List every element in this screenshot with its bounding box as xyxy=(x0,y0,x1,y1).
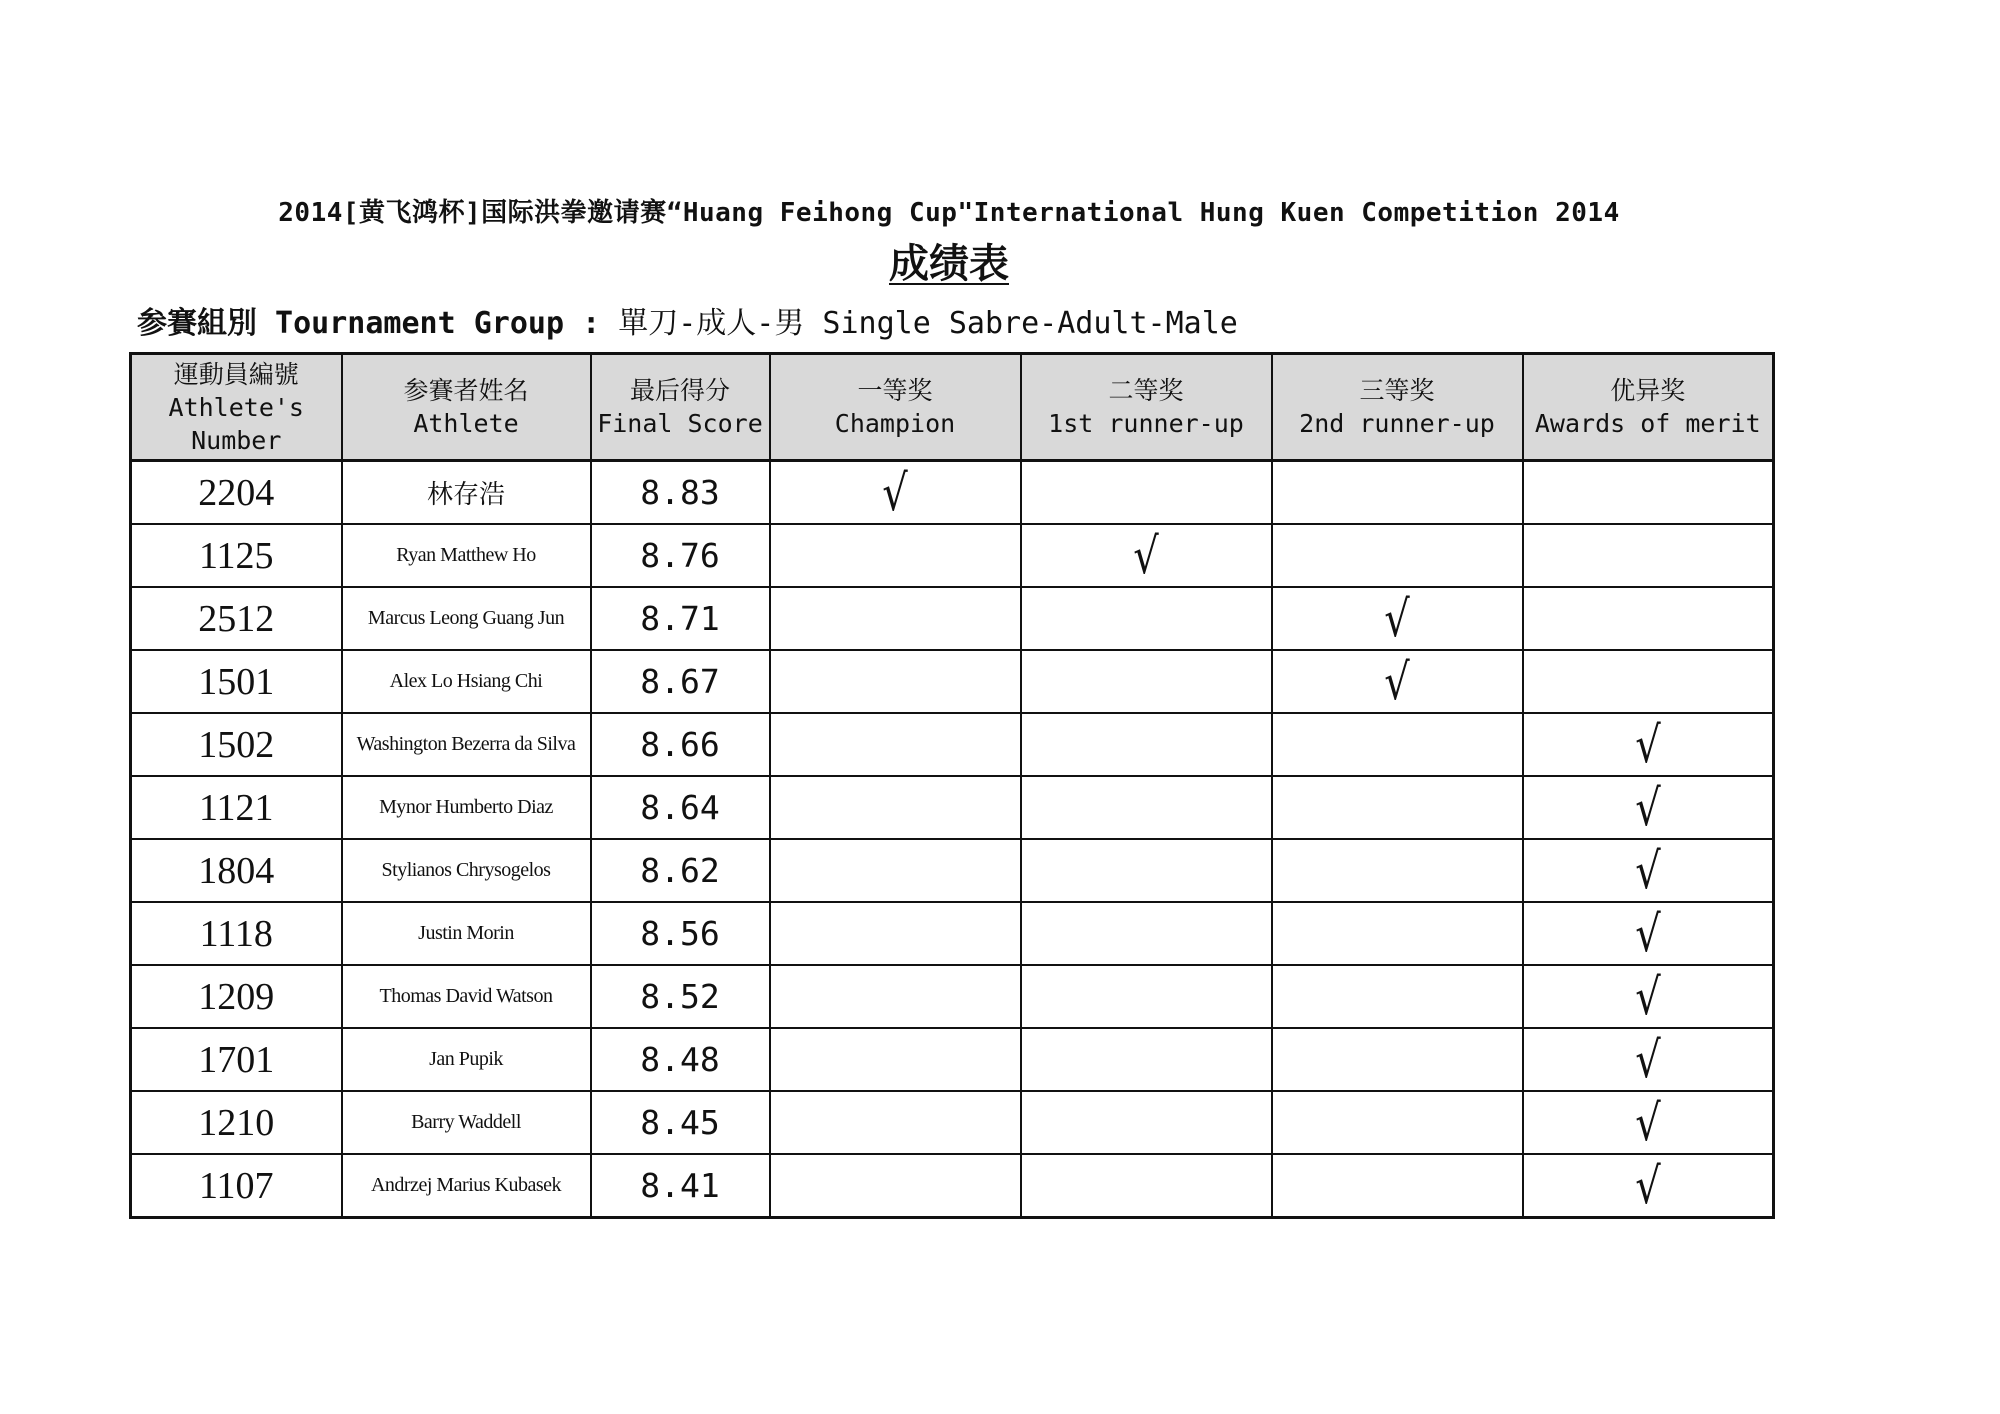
table-row xyxy=(131,776,1774,839)
tournament-group-label: 参賽組別 Tournament Group : xyxy=(137,306,601,341)
award-cell xyxy=(1021,524,1272,587)
check-merit-mark: √ xyxy=(1635,1030,1661,1089)
check-first-runner-up-mark: √ xyxy=(1133,526,1159,585)
table-row xyxy=(131,902,1774,965)
athlete-name: Justin Morin xyxy=(342,902,591,965)
award-cell xyxy=(1021,902,1272,965)
table-row xyxy=(131,650,1774,713)
award-cell xyxy=(1523,587,1774,650)
athlete-name: Stylianos Chrysogelos xyxy=(342,839,591,902)
check-merit-mark: √ xyxy=(1635,715,1661,774)
award-cell xyxy=(770,1028,1021,1091)
final-score: 8.52 xyxy=(591,965,770,1028)
award-cell xyxy=(1523,902,1774,965)
table-row xyxy=(131,713,1774,776)
final-score: 8.66 xyxy=(591,713,770,776)
award-cell xyxy=(1021,1028,1272,1091)
check-champion-mark: √ xyxy=(882,463,908,522)
check-merit-mark: √ xyxy=(1635,1093,1661,1152)
award-cell xyxy=(1272,461,1523,525)
award-cell xyxy=(1523,524,1774,587)
col-header-second-runner-up: 三等奖 2nd runner-up xyxy=(1272,354,1523,461)
award-cell xyxy=(770,1091,1021,1154)
award-cell xyxy=(1523,839,1774,902)
award-cell xyxy=(1272,524,1523,587)
final-score: 8.45 xyxy=(591,1091,770,1154)
final-score: 8.64 xyxy=(591,776,770,839)
table-row xyxy=(131,524,1774,587)
athlete-number: 1121 xyxy=(131,776,342,839)
check-merit-mark: √ xyxy=(1635,778,1661,837)
check-second-runner-up-mark: √ xyxy=(1384,652,1410,711)
athlete-name: Thomas David Watson xyxy=(342,965,591,1028)
col-header-final-score: 最后得分 Final Score xyxy=(591,354,770,461)
award-cell xyxy=(1272,1091,1523,1154)
athlete-number: 2204 xyxy=(131,461,342,525)
award-cell xyxy=(1523,1028,1774,1091)
table-row xyxy=(131,1028,1774,1091)
award-cell xyxy=(1272,650,1523,713)
athlete-name: Ryan Matthew Ho xyxy=(342,524,591,587)
award-cell xyxy=(1272,587,1523,650)
award-cell xyxy=(770,902,1021,965)
award-cell xyxy=(770,1154,1021,1218)
table-row xyxy=(131,965,1774,1028)
athlete-number: 1209 xyxy=(131,965,342,1028)
award-cell xyxy=(1021,713,1272,776)
award-cell xyxy=(1523,650,1774,713)
award-cell xyxy=(770,524,1021,587)
award-cell xyxy=(1021,776,1272,839)
final-score: 8.67 xyxy=(591,650,770,713)
award-cell xyxy=(1021,839,1272,902)
table-row xyxy=(131,587,1774,650)
tournament-group xyxy=(137,298,1238,342)
check-merit-mark: √ xyxy=(1635,1156,1661,1215)
award-cell xyxy=(770,839,1021,902)
award-cell xyxy=(770,965,1021,1028)
award-cell xyxy=(1021,1091,1272,1154)
athlete-name: Washington Bezerra da Silva xyxy=(342,713,591,776)
final-score: 8.41 xyxy=(591,1154,770,1218)
athlete-number: 1210 xyxy=(131,1091,342,1154)
award-cell xyxy=(1272,1028,1523,1091)
award-cell xyxy=(1523,1091,1774,1154)
athlete-number: 1125 xyxy=(131,524,342,587)
award-cell xyxy=(1523,965,1774,1028)
results-body xyxy=(131,461,1774,1218)
athlete-number: 1107 xyxy=(131,1154,342,1218)
athlete-name: Andrzej Marius Kubasek xyxy=(342,1154,591,1218)
award-cell xyxy=(770,587,1021,650)
final-score: 8.48 xyxy=(591,1028,770,1091)
col-header-awards-of-merit: 优异奖 Awards of merit xyxy=(1523,354,1774,461)
athlete-name: Jan Pupik xyxy=(342,1028,591,1091)
final-score: 8.83 xyxy=(591,461,770,525)
award-cell xyxy=(1272,1154,1523,1218)
athlete-name: 林存浩 xyxy=(342,461,591,525)
athlete-number: 1502 xyxy=(131,713,342,776)
table-row xyxy=(131,839,1774,902)
award-cell xyxy=(770,650,1021,713)
check-merit-mark: √ xyxy=(1635,841,1661,900)
award-cell xyxy=(770,776,1021,839)
athlete-number: 1118 xyxy=(131,902,342,965)
check-merit-mark: √ xyxy=(1635,967,1661,1026)
table-row xyxy=(131,461,1774,525)
header-row xyxy=(131,354,1774,461)
award-cell xyxy=(1272,965,1523,1028)
award-cell xyxy=(770,461,1021,525)
award-cell xyxy=(1021,965,1272,1028)
award-cell xyxy=(1272,902,1523,965)
tournament-group-value: 單刀-成人-男 Single Sabre-Adult-Male xyxy=(618,306,1238,341)
final-score: 8.76 xyxy=(591,524,770,587)
check-second-runner-up-mark: √ xyxy=(1384,589,1410,648)
award-cell xyxy=(1021,1154,1272,1218)
col-header-athlete-number: 運動員編號 Athlete's Number xyxy=(131,354,342,461)
col-header-champion: 一等奖 Champion xyxy=(770,354,1021,461)
award-cell xyxy=(1021,650,1272,713)
award-cell xyxy=(1523,461,1774,525)
table-row xyxy=(131,1091,1774,1154)
athlete-number: 2512 xyxy=(131,587,342,650)
athlete-number: 1701 xyxy=(131,1028,342,1091)
table-row xyxy=(131,1154,1774,1218)
athlete-name: Barry Waddell xyxy=(342,1091,591,1154)
final-score: 8.56 xyxy=(591,902,770,965)
award-cell xyxy=(1523,1154,1774,1218)
check-merit-mark: √ xyxy=(1635,904,1661,963)
athlete-number: 1804 xyxy=(131,839,342,902)
final-score: 8.62 xyxy=(591,839,770,902)
document-title: 2014[黄飞鸿杯]国际洪拳邀请赛“Huang Feihong Cup"International Hung Kuen Competition 2014 xyxy=(278,198,1620,228)
award-cell xyxy=(1021,587,1272,650)
document-subtitle: 成绩表 xyxy=(889,241,1009,287)
final-score: 8.71 xyxy=(591,587,770,650)
award-cell xyxy=(770,713,1021,776)
award-cell xyxy=(1523,713,1774,776)
results-table xyxy=(129,352,1775,1219)
athlete-name: Alex Lo Hsiang Chi xyxy=(342,650,591,713)
award-cell xyxy=(1523,776,1774,839)
athlete-number: 1501 xyxy=(131,650,342,713)
award-cell xyxy=(1272,713,1523,776)
award-cell xyxy=(1272,776,1523,839)
award-cell xyxy=(1272,839,1523,902)
col-header-athlete: 参賽者姓名 Athlete xyxy=(342,354,591,461)
col-header-first-runner-up: 二等奖 1st runner-up xyxy=(1021,354,1272,461)
award-cell xyxy=(1021,461,1272,525)
athlete-name: Mynor Humberto Diaz xyxy=(342,776,591,839)
athlete-name: Marcus Leong Guang Jun xyxy=(342,587,591,650)
